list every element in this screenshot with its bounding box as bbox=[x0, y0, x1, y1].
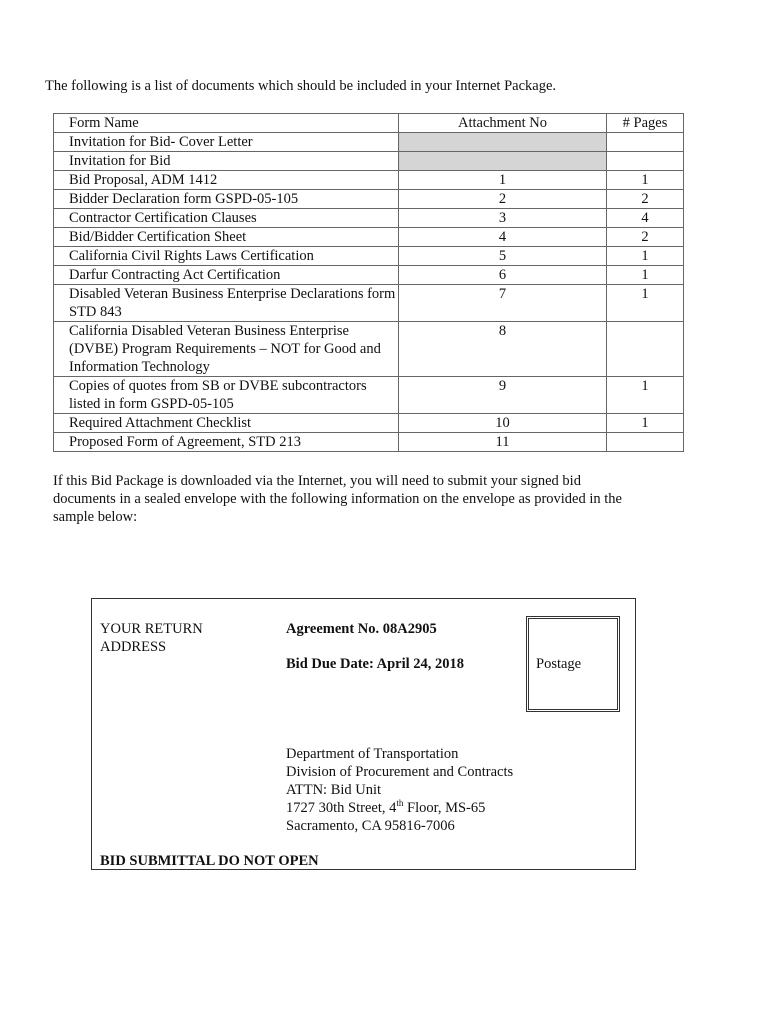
address-floor-suffix: th bbox=[396, 798, 404, 809]
pages-cell: 1 bbox=[607, 285, 684, 322]
attachment-no-cell: 1 bbox=[399, 171, 607, 190]
attachment-no-cell: 10 bbox=[399, 414, 607, 433]
instruction-paragraph: If this Bid Package is downloaded via the Internet, you will need to submit your signed bid documents in a sealed envelope with the following information on the envelope as provided in the sample below: bbox=[53, 473, 622, 525]
form-name-cell: Copies of quotes from SB or DVBE subcontractors listed in form GSPD-05-105 bbox=[54, 377, 399, 414]
form-name-cell: Required Attachment Checklist bbox=[54, 414, 399, 433]
do-not-open-warning: BID SUBMITTAL DO NOT OPEN bbox=[100, 853, 319, 869]
pages-cell: 1 bbox=[607, 414, 684, 433]
address-line-2: Division of Procurement and Contracts bbox=[286, 764, 514, 780]
table-row bbox=[54, 377, 684, 414]
documents-table bbox=[53, 113, 684, 452]
attachment-no-cell: 11 bbox=[399, 433, 607, 452]
form-name-cell: Bid/Bidder Certification Sheet bbox=[54, 228, 399, 247]
table-row bbox=[54, 152, 684, 171]
address-floor: Floor, MS-65 bbox=[403, 800, 486, 816]
attachment-no-cell: 9 bbox=[399, 377, 607, 414]
pages-cell: 1 bbox=[607, 171, 684, 190]
agreement-number: Agreement No. 08A2905 bbox=[286, 621, 437, 637]
bid-due-date: Bid Due Date: April 24, 2018 bbox=[286, 656, 465, 672]
intro-text: The following is a list of documents which should be included in your Internet Package. bbox=[45, 78, 557, 94]
pages-cell: 1 bbox=[607, 247, 684, 266]
table-header-row bbox=[54, 114, 684, 133]
attachment-no-cell: 4 bbox=[399, 228, 607, 247]
attachment-no-cell bbox=[399, 133, 607, 152]
pages-cell bbox=[607, 133, 684, 152]
table-row bbox=[54, 414, 684, 433]
address-line-3: ATTN: Bid Unit bbox=[286, 782, 382, 798]
postage-label: Postage bbox=[536, 656, 582, 672]
pages-cell bbox=[607, 433, 684, 452]
form-name-cell: California Disabled Veteran Business Enterprise (DVBE) Program Requirements – NOT for Good and Information Technology bbox=[54, 322, 399, 377]
table-row bbox=[54, 133, 684, 152]
pages-cell bbox=[607, 322, 684, 377]
header-attachment-no: Attachment No bbox=[399, 114, 607, 133]
form-name-cell: Proposed Form of Agreement, STD 213 bbox=[54, 433, 399, 452]
table-row bbox=[54, 433, 684, 452]
address-line-4 bbox=[286, 799, 513, 817]
pages-cell bbox=[607, 152, 684, 171]
form-name-cell: Bidder Declaration form GSPD-05-105 bbox=[54, 190, 399, 209]
address-line-1: Department of Transportation bbox=[286, 746, 459, 762]
form-name-cell: Disabled Veteran Business Enterprise Declarations form STD 843 bbox=[54, 285, 399, 322]
table-row bbox=[54, 209, 684, 228]
form-name-cell: Contractor Certification Clauses bbox=[54, 209, 399, 228]
table-row bbox=[54, 322, 684, 377]
attachment-no-cell: 8 bbox=[399, 322, 607, 377]
mailing-address bbox=[286, 745, 513, 835]
pages-cell: 2 bbox=[607, 228, 684, 247]
header-form-name: Form Name bbox=[54, 114, 399, 133]
pages-cell: 1 bbox=[607, 377, 684, 414]
address-line-5: Sacramento, CA 95816-7006 bbox=[286, 818, 455, 834]
table-row bbox=[54, 228, 684, 247]
form-name-cell: Bid Proposal, ADM 1412 bbox=[54, 171, 399, 190]
pages-cell: 2 bbox=[607, 190, 684, 209]
attachment-no-cell: 2 bbox=[399, 190, 607, 209]
form-name-cell: California Civil Rights Laws Certification bbox=[54, 247, 399, 266]
attachment-no-cell: 3 bbox=[399, 209, 607, 228]
form-name-cell: Invitation for Bid- Cover Letter bbox=[54, 133, 399, 152]
table-row bbox=[54, 171, 684, 190]
table-row bbox=[54, 285, 684, 322]
pages-cell: 4 bbox=[607, 209, 684, 228]
table-row bbox=[54, 266, 684, 285]
form-name-cell: Invitation for Bid bbox=[54, 152, 399, 171]
sample-envelope bbox=[91, 598, 636, 870]
table-row bbox=[54, 247, 684, 266]
address-street: 1727 30th Street, 4 bbox=[286, 800, 397, 816]
pages-cell: 1 bbox=[607, 266, 684, 285]
header-pages: # Pages bbox=[607, 114, 684, 133]
form-name-cell: Darfur Contracting Act Certification bbox=[54, 266, 399, 285]
attachment-no-cell: 7 bbox=[399, 285, 607, 322]
attachment-no-cell: 5 bbox=[399, 247, 607, 266]
postage-stamp-box bbox=[528, 618, 618, 710]
attachment-no-cell bbox=[399, 152, 607, 171]
attachment-no-cell: 6 bbox=[399, 266, 607, 285]
table-row bbox=[54, 190, 684, 209]
return-address-label: YOUR RETURN ADDRESS bbox=[100, 621, 203, 655]
